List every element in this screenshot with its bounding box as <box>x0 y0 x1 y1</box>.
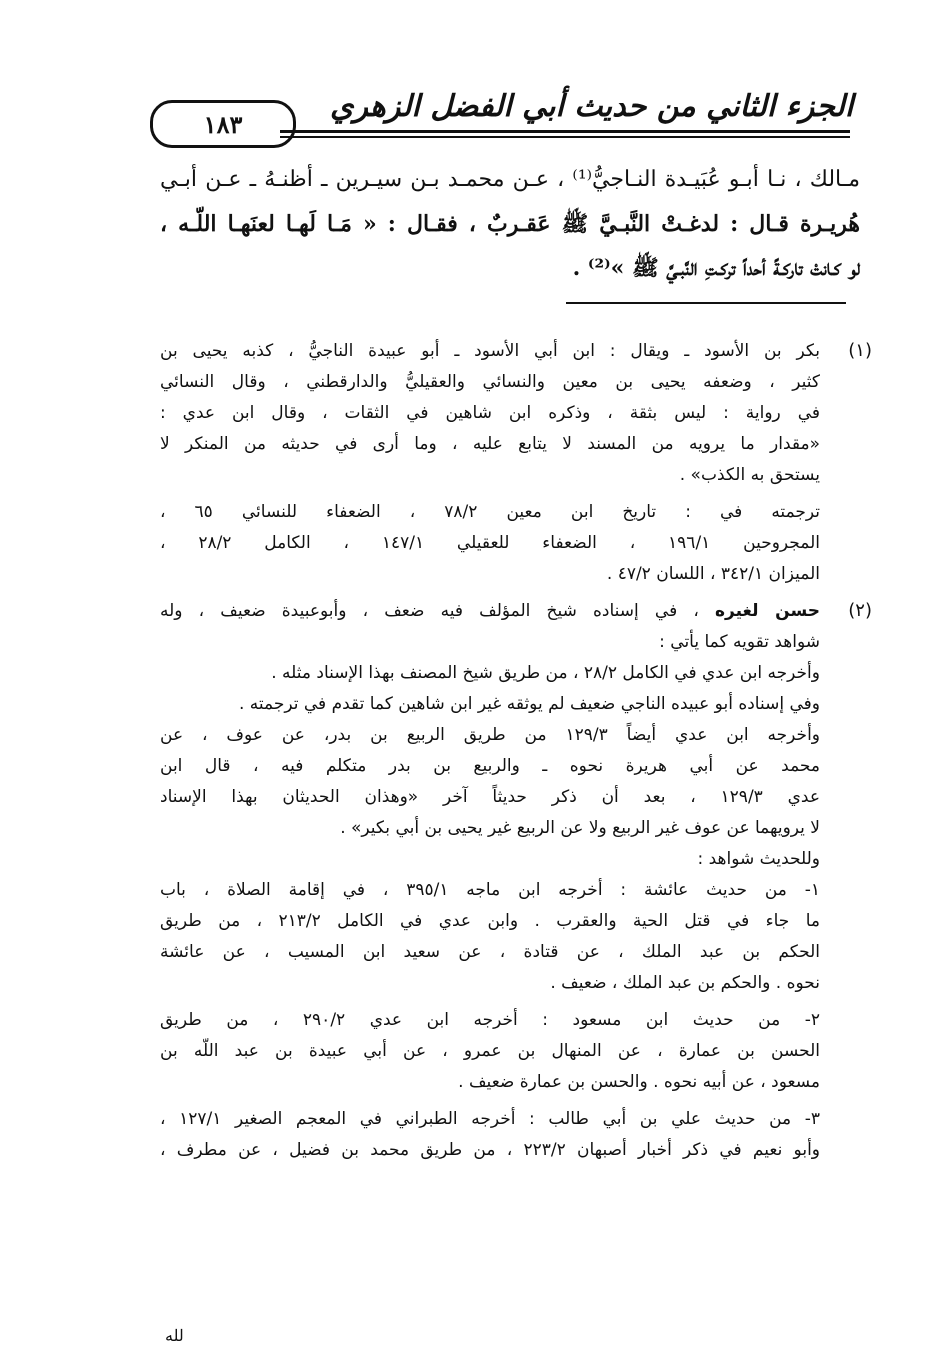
footnote-line: ٢- من حديث ابن مسعود : أخرجه ابن عدي ٢٩٠/٢ ، من طريق <box>160 1010 820 1030</box>
hadith-grade: حسن لغيره <box>714 601 820 621</box>
main-line: لو كـانتْ تاركـةً أحداً تركـتِ النَّبـيَّ ﷺ »⁽²⁾ . <box>572 255 860 281</box>
footnote-2 <box>160 596 872 1166</box>
page-header <box>150 84 854 142</box>
footnote-line: ١- من حديث عائشة : أخرجه ابن ماجه ٣٩٥/١ ، في إقامة الصلاة ، باب <box>160 880 820 900</box>
footnote-line: مسعود ، عن أبيه نحوه . والحسن بن عمارة ضعيف . <box>458 1072 820 1092</box>
footnote-line: ترجمته في : تاريخ ابن معين ٧٨/٢ ، الضعفاء للنسائي ٦٥ ، <box>160 502 821 522</box>
main-line: هُريـرة قـال : لدغـتْ النَّبـيَّ ﷺ عَقـربٌ ، فقـال : « مَـا لَهـا لعنَهـا اللّـه ، <box>160 211 860 237</box>
footnote-line: وأبو نعيم في ذكر أخبار أصبهان ٢٢٣/٢ ، من طريق محمد بن فضيل ، عن مطرف ، <box>160 1140 821 1160</box>
footnote-line: شواهد تقويه كما يأتي : <box>659 632 820 652</box>
footnote-separator <box>566 302 846 304</box>
footer-mark: لله <box>165 1326 184 1345</box>
footnote-line: يستحق به الكذب» . <box>679 465 820 485</box>
main-line: مـالك ، نـا أبـو عُبَيـدة النـاجيُّ⁽¹⁾ ، عـن محمـد بـن سيـرين ـ أظنـهُ ـ عـن أبـي <box>160 167 860 192</box>
footnotes <box>160 336 872 1166</box>
header-rule <box>280 130 850 133</box>
footnote-line: وللحديث شواهد : <box>697 849 820 869</box>
footnote-line: وفي إسناده أبو عبيده الناجي ضعيف لم يوثقه غير ابن شاهين كما تقدم في ترجمته . <box>238 694 820 714</box>
footnote-number: (٢) <box>848 600 872 621</box>
footnote-line: محمد عن أبي هريرة نحوه ـ والربيع بن بدر متكلم فيه ، قال ابن <box>160 756 820 776</box>
footnote-line: وأخرجه ابن عدي في الكامل ٢٨/٢ ، من طريق شيخ المصنف بهذا الإسناد مثله . <box>271 663 820 683</box>
footnote-line: كثير ، وضعفه يحيى بن معين والنسائي والعقيليُّ والدارقطني ، وقال النسائي <box>160 372 820 392</box>
main-text <box>160 158 860 290</box>
footnote-line: لا يرويهما عن عوف غير الربيع ولا عن الربيع غير يحيى بن أبي بكير» . <box>340 818 820 838</box>
footnote-1 <box>160 336 872 590</box>
footnote-line: وأخرجه ابن عدي أيضاً ١٢٩/٣ من طريق الربيع بن بدر، عن عوف ، عن <box>160 725 820 745</box>
footnote-line: نحوه . والحكم بن عبد الملك ، ضعيف . <box>550 973 820 993</box>
page-number-badge: ١٨٣ <box>150 100 296 148</box>
footnote-line: ما جاء في قتل الحية والعقرب . وابن عدي في الكامل ٢١٣/٢ ، من طريق <box>160 911 820 931</box>
footnote-text: ، في إسناده شيخ المؤلف فيه ضعف ، وأبوعبيدة ضعيف ، وله <box>160 601 699 621</box>
footnote-line: «مقدار ما يرويه من المسند لا يتابع عليه ، وما أرى في حديثه من المنكر لا <box>160 434 820 454</box>
running-title: الجزء الثاني من حديث أبي الفضل الزهري <box>330 88 854 124</box>
footnote-number: (١) <box>848 340 872 361</box>
footnote-line: المجروحين ١٩٦/١ ، الضعفاء للعقيلي ١٤٧/١ ، الكامل ٢٨/٢ ، <box>160 533 821 553</box>
footnote-line: الحكم بن عبد الملك ، عن قتادة ، عن سعيد ابن المسيب ، عن عائشة <box>160 942 820 962</box>
footnote-line: عدي ١٢٩/٣ ، بعد أن ذكر حديثاً آخر «وهذان الحديثان بهذا الإسناد <box>160 787 820 807</box>
footnote-line: في رواية : ليس بثقة ، وذكره ابن شاهين في الثقات ، وقال ابن عدي : <box>160 403 820 423</box>
footnote-line: الميزان ٣٤٢/١ ، اللسان ٤٧/٢ . <box>606 564 820 584</box>
footnote-line: بكر بن الأسود ـ ويقال : ابن أبي الأسود ـ أبو عبيدة الناجيُّ ، كذبه يحيى بن <box>160 341 820 361</box>
footnote-line <box>160 596 820 627</box>
footnote-line: الحسن بن عمارة ، عن المنهال بن عمرو ، عن أبي عبيدة بن عبد اللّه بن <box>160 1041 820 1061</box>
footnote-line: ٣- من حديث علي بن أبي طالب : أخرجه الطبراني في المعجم الصغير ١٢٧/١ ، <box>160 1109 820 1129</box>
header-rule-thin <box>280 136 850 138</box>
